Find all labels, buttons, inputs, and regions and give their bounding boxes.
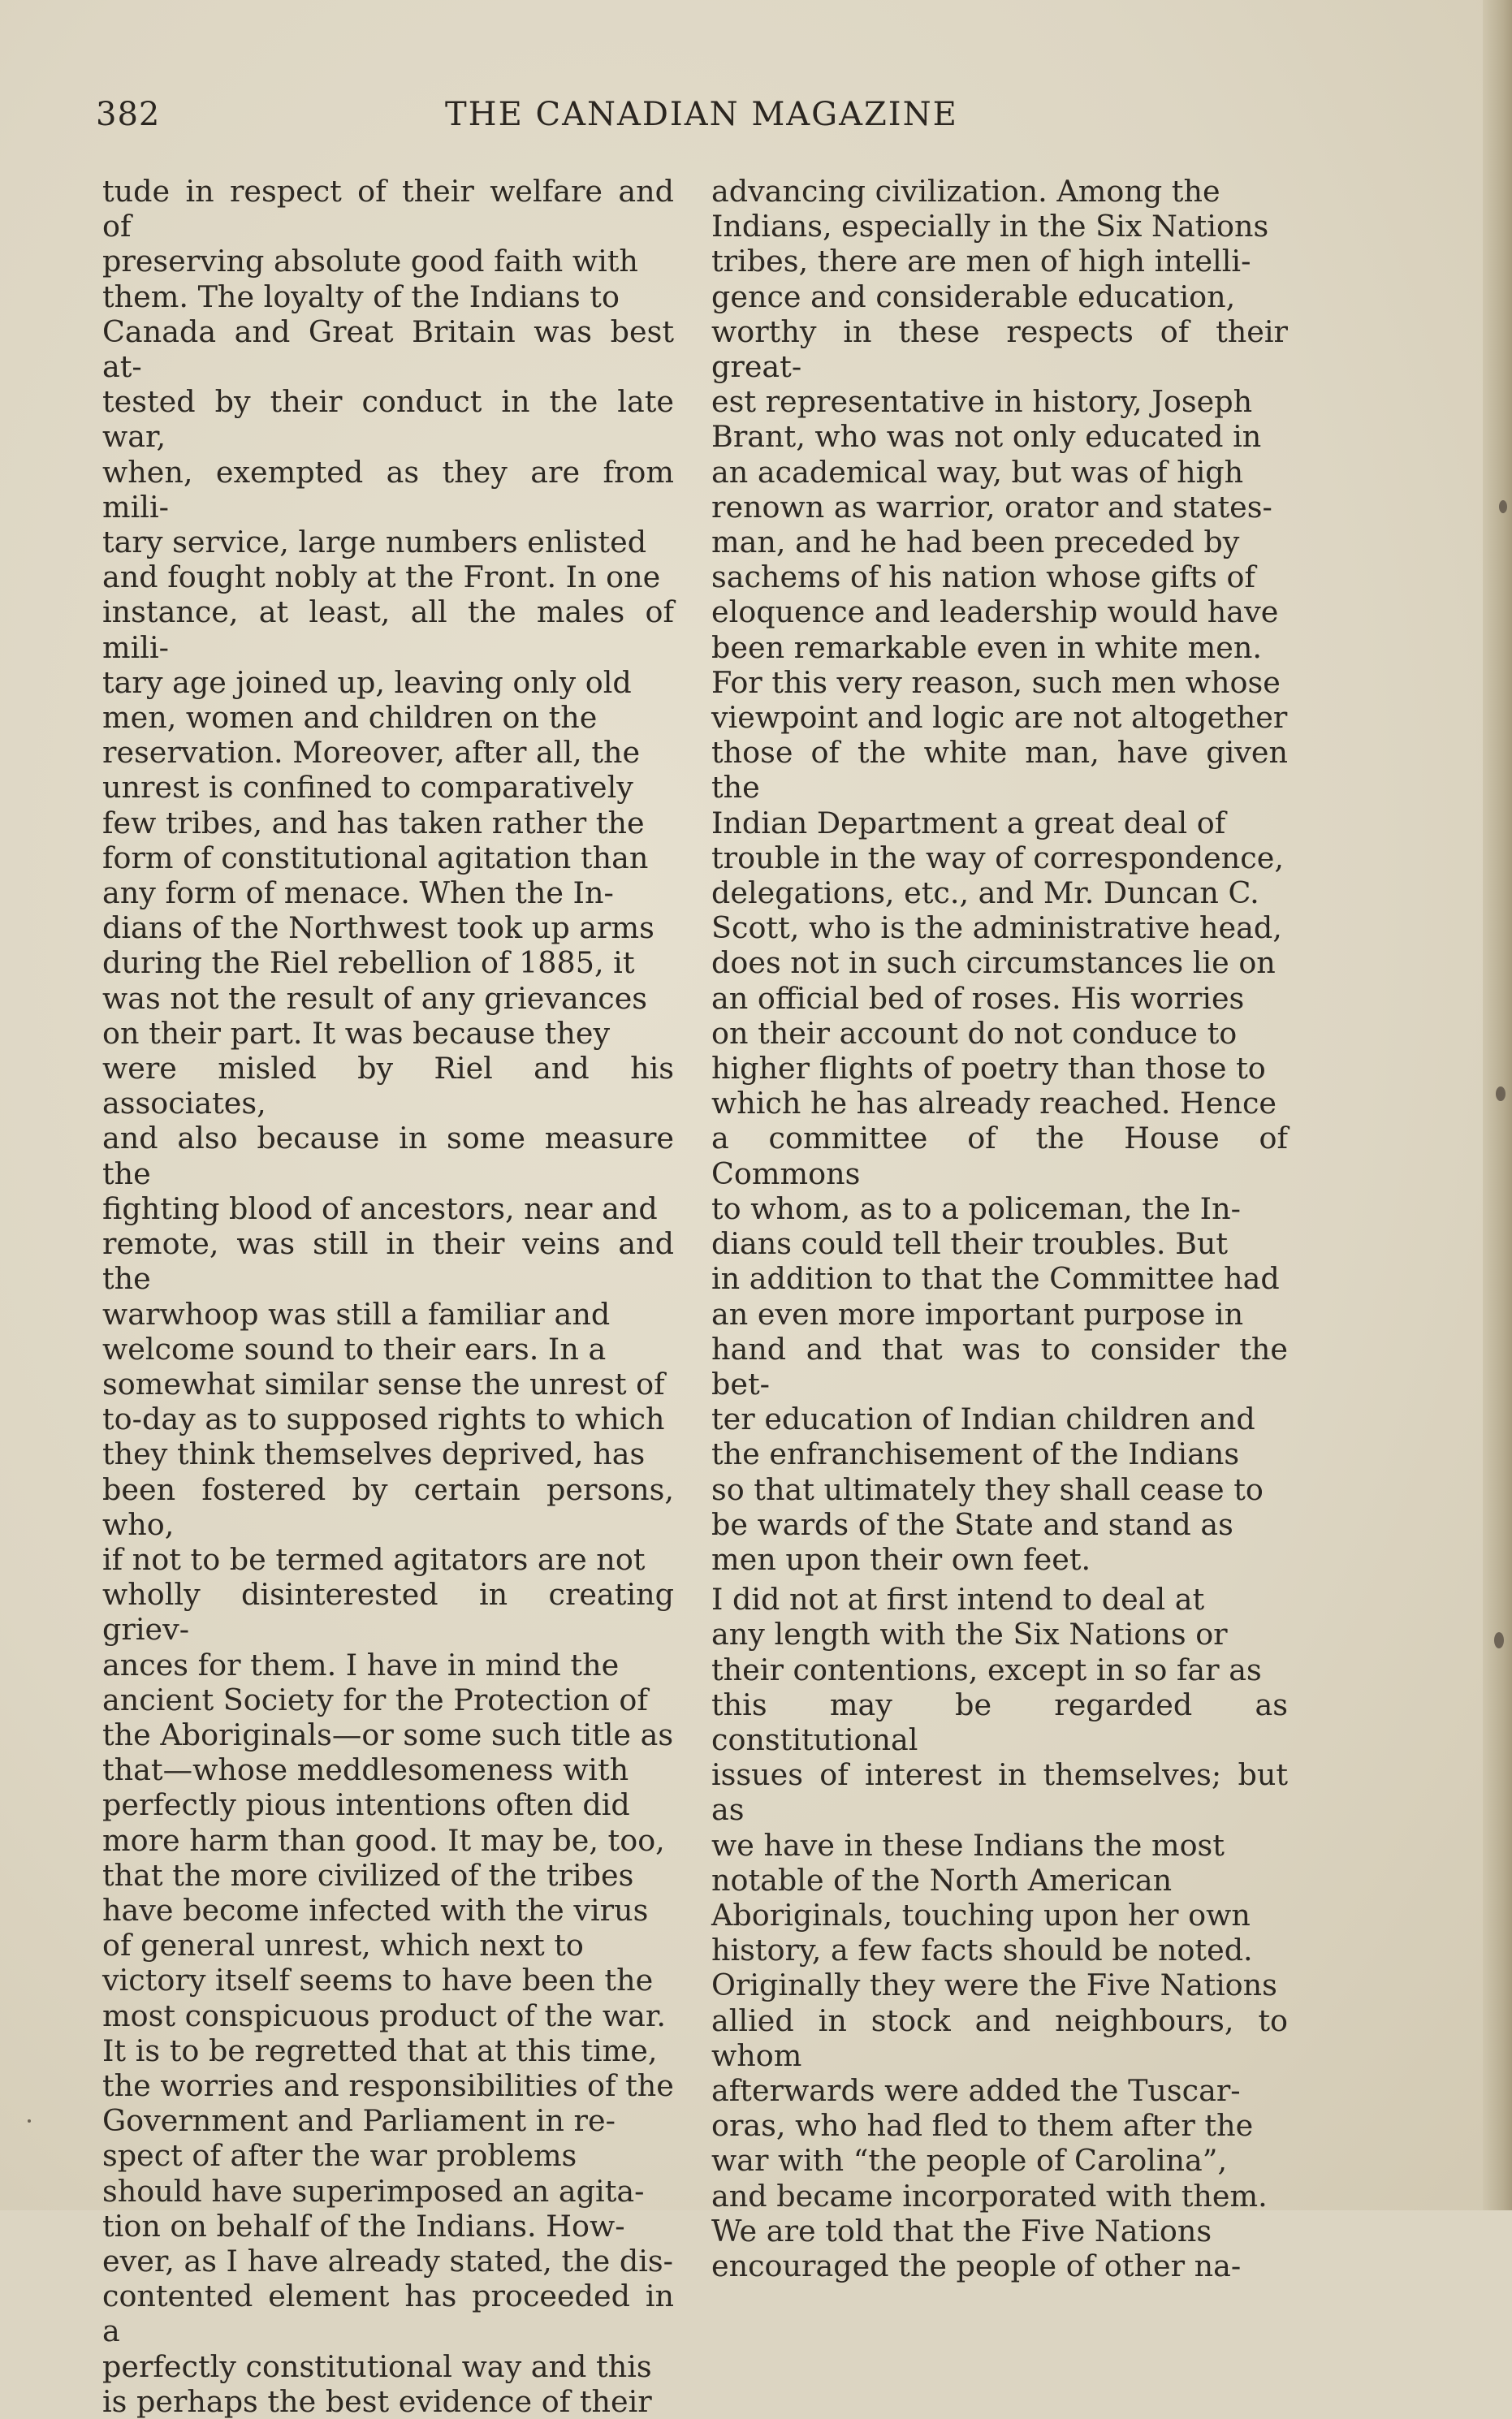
running-head [96, 96, 1281, 145]
paper-speck [1499, 500, 1507, 513]
right-paragraph-2: I did not at first intend to deal at any length with the Six Nations or their contentions, except in so far as this may be regarded as constitutional issues of interest in themselves; but as we have in these Indians the most notable of the North American Aboriginals, touching upon her own history, a few facts should be noted. Originally they were the Five Nations allied in stock and neighbours, to whom afterwards were added the Tuscar- oras, who had fled to them after the war with “the people of Carolina”, and became incorporated with them. We are told that the Five Nations encouraged the people of other na- [711, 1582, 1288, 2283]
paper-speck [1496, 1086, 1506, 1101]
page-number: 382 [96, 96, 161, 133]
paper-speck [28, 2119, 31, 2123]
page-edge-shadow [1483, 0, 1512, 2210]
right-paragraph-1: advancing civilization. Among the Indians, especially in the Six Nations tribes, there are men of high intelli- gence and considerable education, worthy in these respects of their great- est representative in history, Joseph Brant, who was not only educated in an academical way, but was of high renown as warrior, orator and states- man, and he had been preceded by sachems of his nation whose gifts of eloquence and leadership would have been remarkable even in white men. For this very reason, such men whose viewpoint and logic are not altogether those of the white man, have given the Indian Department a great deal of trouble in the way of correspondence, delegations, etc., and Mr. Duncan C. Scott, who is the administrative head, does not in such circumstances lie on an official bed of roses. His worries on their account do not conduce to higher flights of poetry than those to which he has already reached. Hence a committee of the House of Commons to whom, as to a policeman, the In- dians could tell their troubles. But in addition to that the Committee had an even more important purpose in hand and that was to consider the bet- ter education of Indian children and the enfranchisement of the Indians so that ultimately they shall cease to be wards of the State and stand as men upon their own feet. [711, 174, 1288, 1577]
left-column [102, 174, 674, 2419]
right-column [711, 174, 1288, 2283]
left-paragraph-1: tude in respect of their welfare and of preserving absolute good faith with them. The loyalty of the Indians to Canada and Great Britain was best at- tested by their conduct in the late war, when, exempted as they are from mili- tary service, large numbers enlisted and fought nobly at the Front. In one instance, at least, all the males of mili- tary age joined up, leaving only old men, women and children on the reservation. Moreover, after all, the unrest is confined to comparatively few tribes, and has taken rather the form of constitutional agitation than any form of menace. When the In- dians of the Northwest took up arms during the Riel rebellion of 1885, it was not the result of any grievances on their part. It was because they were misled by Riel and his associates, and also because in some measure the fighting blood of ancestors, near and remote, was still in their veins and the warwhoop was still a familiar and welcome sound to their ears. In a somewhat similar sense the unrest of to-day as to supposed rights to which they think themselves deprived, has been fostered by certain persons, who, if not to be termed agitators are not wholly disinterested in creating griev- ances for them. I have in mind the ancient Society for the Protection of the Aboriginals—or some such title as that—whose meddlesomeness with perfectly pious intentions often did more harm than good. It may be, too, that the more civilized of the tribes have become infected with the virus of general unrest, which next to victory itself seems to have been the most conspicuous product of the war. It is to be regretted that at this time, the worries and responsibilities of the Government and Parliament in re- spect of after the war problems should have superimposed an agita- tion on behalf of the Indians. How- ever, as I have already stated, the dis- contented element has proceeded in a perfectly constitutional way and this is perhaps the best evidence of their [102, 174, 674, 2419]
journal-title: THE CANADIAN MAGAZINE [445, 96, 958, 133]
paper-speck [1494, 1632, 1504, 1648]
